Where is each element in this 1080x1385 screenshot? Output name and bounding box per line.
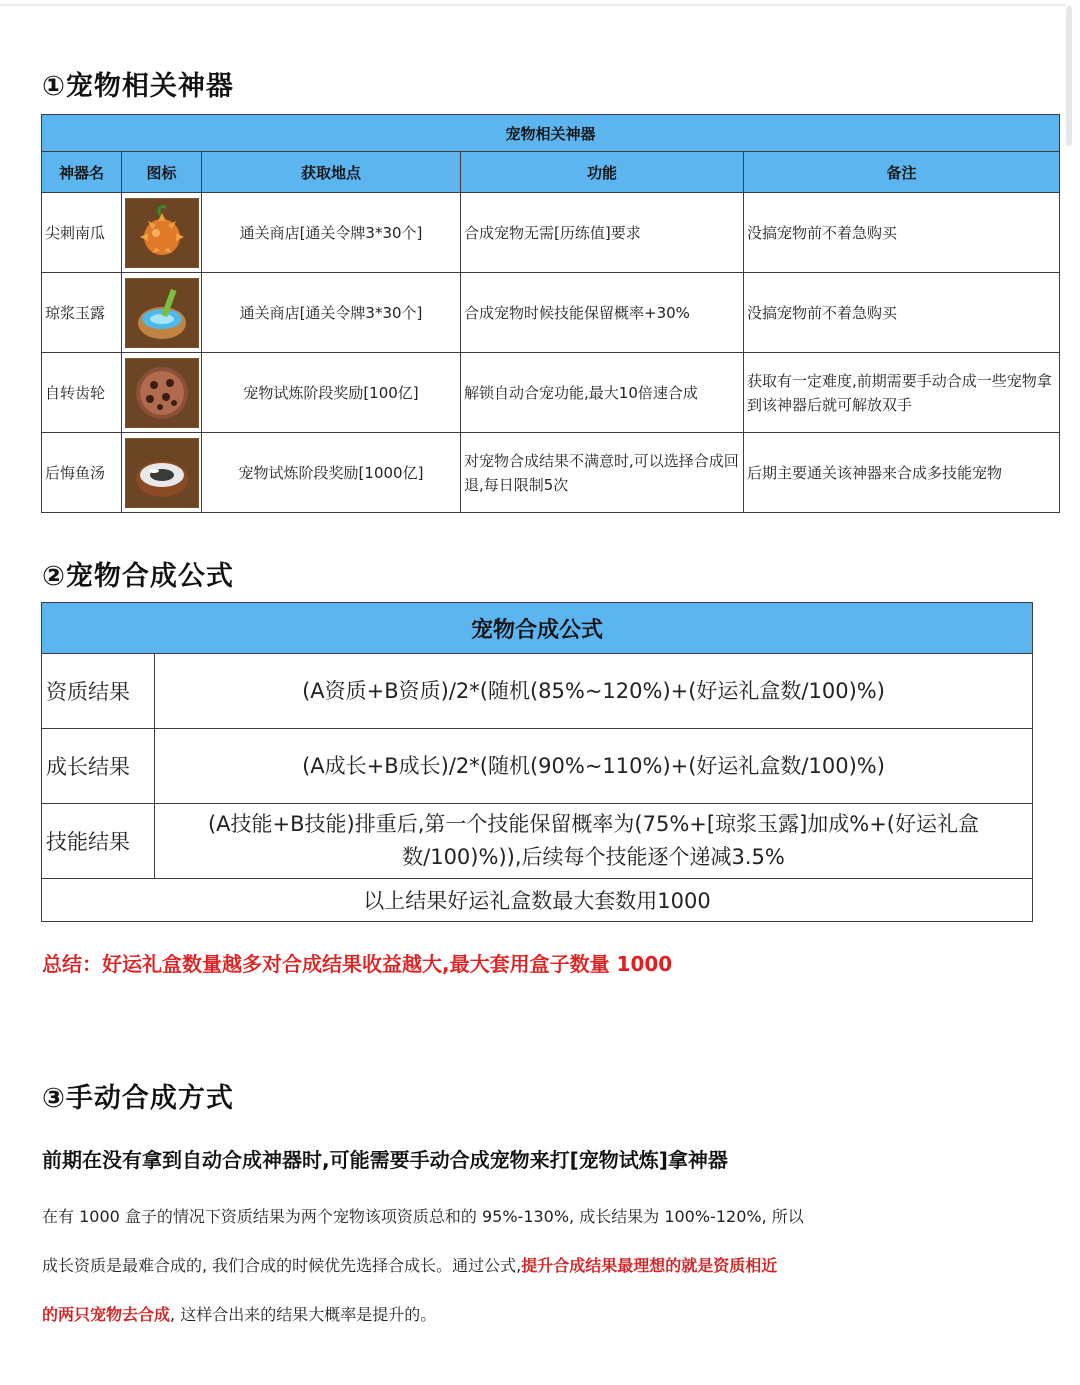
artifact-name: 自转齿轮: [42, 353, 122, 433]
table2-caption: 宠物合成公式: [42, 603, 1033, 654]
highlight-text: 的两只宠物去合成: [42, 1305, 171, 1324]
scrollbar[interactable]: [1066, 6, 1072, 146]
formula-value: (A成长+B成长)/2*(随机(90%~110%)+(好运礼盒数/100)%): [155, 729, 1033, 804]
paragraph-line: 在有 1000 盒子的情况下资质结果为两个宠物该项资质总和的 95%-130%, 成长结果为 100%-120%, 所以: [42, 1207, 804, 1226]
artifact-function: 合成宠物时候技能保留概率+30%: [461, 273, 744, 353]
header-name: 神器名: [42, 152, 122, 193]
jade-nectar-bowl-icon: [125, 278, 199, 348]
paragraph-text: 成长资质是最难合成的, 我们合成的时候优先选择合成长。通过公式,: [42, 1256, 522, 1275]
paragraph-text: , 这样合出来的结果大概率是提升的。: [170, 1305, 437, 1324]
artifact-note: 后期主要通关该神器来合成多技能宠物: [744, 433, 1060, 513]
formula-footer: 以上结果好运礼盒数最大套数用1000: [42, 879, 1033, 922]
table-row: [42, 433, 1060, 513]
artifact-location: 宠物试炼阶段奖励[100亿]: [202, 353, 461, 433]
artifact-note: 没搞宠物前不着急购买: [744, 193, 1060, 273]
formula-label: 技能结果: [42, 804, 155, 879]
spiked-pumpkin-icon: [125, 198, 199, 268]
artifact-location: 宠物试炼阶段奖励[1000亿]: [202, 433, 461, 513]
rotating-gear-icon: [125, 358, 199, 428]
artifact-function: 解锁自动合宠功能,最大10倍速合成: [461, 353, 744, 433]
fish-soup-bowl-icon: [125, 438, 199, 508]
artifact-location: 通关商店[通关令牌3*30个]: [202, 273, 461, 353]
artifact-note: 获取有一定难度,前期需要手动合成一些宠物拿到该神器后就可解放双手: [744, 353, 1060, 433]
formula-label: 资质结果: [42, 654, 155, 729]
section1-title: ①宠物相关神器: [42, 71, 234, 102]
table-row: [42, 273, 1060, 353]
artifact-name: 琼浆玉露: [42, 273, 122, 353]
section3-subtitle: 前期在没有拿到自动合成神器时,可能需要手动合成宠物来打[宠物试炼]拿神器: [42, 1148, 728, 1172]
artifact-location: 通关商店[通关令牌3*30个]: [202, 193, 461, 273]
table-row: [42, 729, 1033, 804]
synthesis-formula-table: [41, 602, 1033, 922]
paragraph-line: [42, 1253, 777, 1276]
artifact-name: 后悔鱼汤: [42, 433, 122, 513]
formula-label: 成长结果: [42, 729, 155, 804]
section3-title: ③手动合成方式: [42, 1083, 234, 1114]
table-row: [42, 353, 1060, 433]
artifact-function: 对宠物合成结果不满意时,可以选择合成回退,每日限制5次: [461, 433, 744, 513]
artifact-note: 没搞宠物前不着急购买: [744, 273, 1060, 353]
formula-value: (A技能+B技能)排重后,第一个技能保留概率为(75%+[琼浆玉露]加成%+(好运礼盒数/100)%)),后续每个技能逐个递减3.5%: [155, 804, 1033, 879]
summary-text: 总结：好运礼盒数量越多对合成结果收益越大,最大套用盒子数量 1000: [42, 952, 673, 976]
header-function: 功能: [461, 152, 744, 193]
pet-artifacts-table: [41, 114, 1060, 513]
formula-value: (A资质+B资质)/2*(随机(85%~120%)+(好运礼盒数/100)%): [155, 654, 1033, 729]
paragraph-line: [42, 1302, 436, 1325]
artifact-function: 合成宠物无需[历练值]要求: [461, 193, 744, 273]
artifact-name: 尖刺南瓜: [42, 193, 122, 273]
table-row: [42, 879, 1033, 922]
header-icon: 图标: [122, 152, 202, 193]
highlight-text: 提升合成结果最理想的就是资质相近: [521, 1256, 778, 1275]
top-divider: [0, 4, 1066, 6]
header-location: 获取地点: [202, 152, 461, 193]
table-row: [42, 193, 1060, 273]
table-row: [42, 654, 1033, 729]
table-row: [42, 804, 1033, 879]
table1-caption: 宠物相关神器: [42, 115, 1060, 152]
header-note: 备注: [744, 152, 1060, 193]
section2-title: ②宠物合成公式: [42, 561, 234, 592]
